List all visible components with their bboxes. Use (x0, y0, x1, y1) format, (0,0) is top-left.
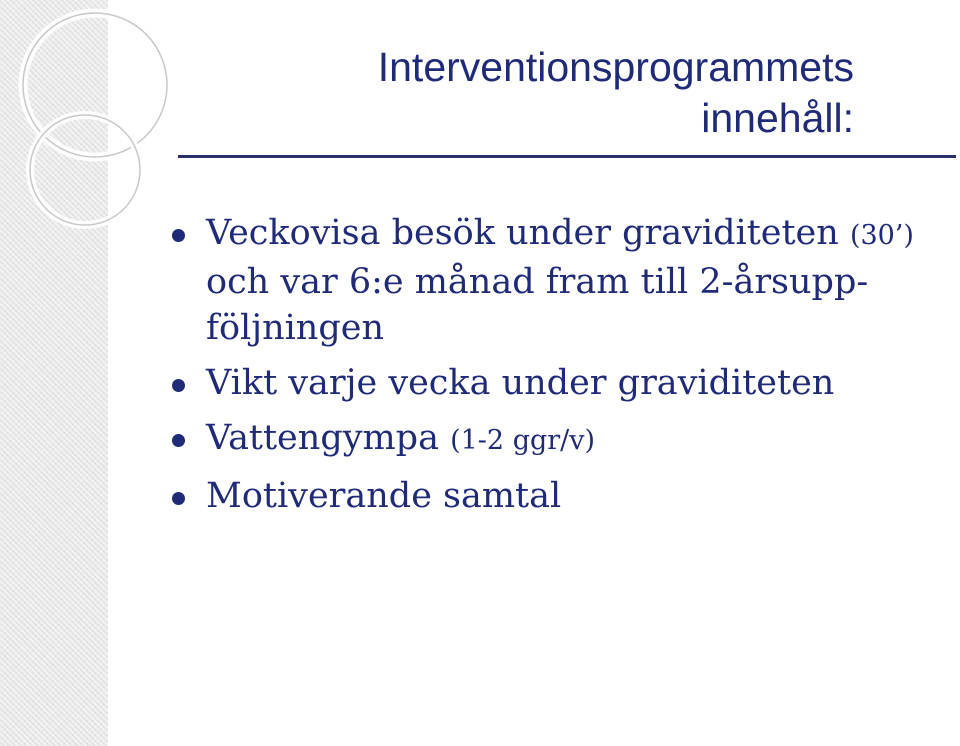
bullet-text-line: Veckovisa besök under graviditeten (206, 213, 839, 253)
bullet-dot-icon (172, 492, 185, 505)
title-line-2: innehåll: (701, 95, 854, 141)
bullet-dot-icon (172, 379, 185, 392)
bullet-dot-icon (172, 229, 185, 242)
bullet-text-line: följningen (206, 308, 385, 348)
bullet-item (168, 473, 958, 519)
bullet-text-line: och var 6:e månad fram till 2-årsupp- (206, 262, 869, 302)
title-line-1: Interventionsprogrammets (377, 44, 854, 90)
bullet-text: Motiverande samtal (206, 476, 562, 516)
title-divider (178, 155, 956, 158)
bullet-suffix: (1-2 ggr/v) (450, 425, 596, 456)
bullet-item (168, 415, 958, 464)
bullet-list (168, 210, 958, 528)
bullet-item (168, 210, 958, 351)
bullet-item (168, 360, 958, 406)
decorative-circles (0, 0, 180, 300)
bullet-dot-icon (172, 434, 185, 447)
bullet-text: Vattengympa (206, 418, 439, 458)
bullet-text: Vikt varje vecka under graviditeten (206, 363, 835, 403)
bullet-suffix: (30’) (849, 220, 914, 251)
slide-title (378, 42, 854, 144)
